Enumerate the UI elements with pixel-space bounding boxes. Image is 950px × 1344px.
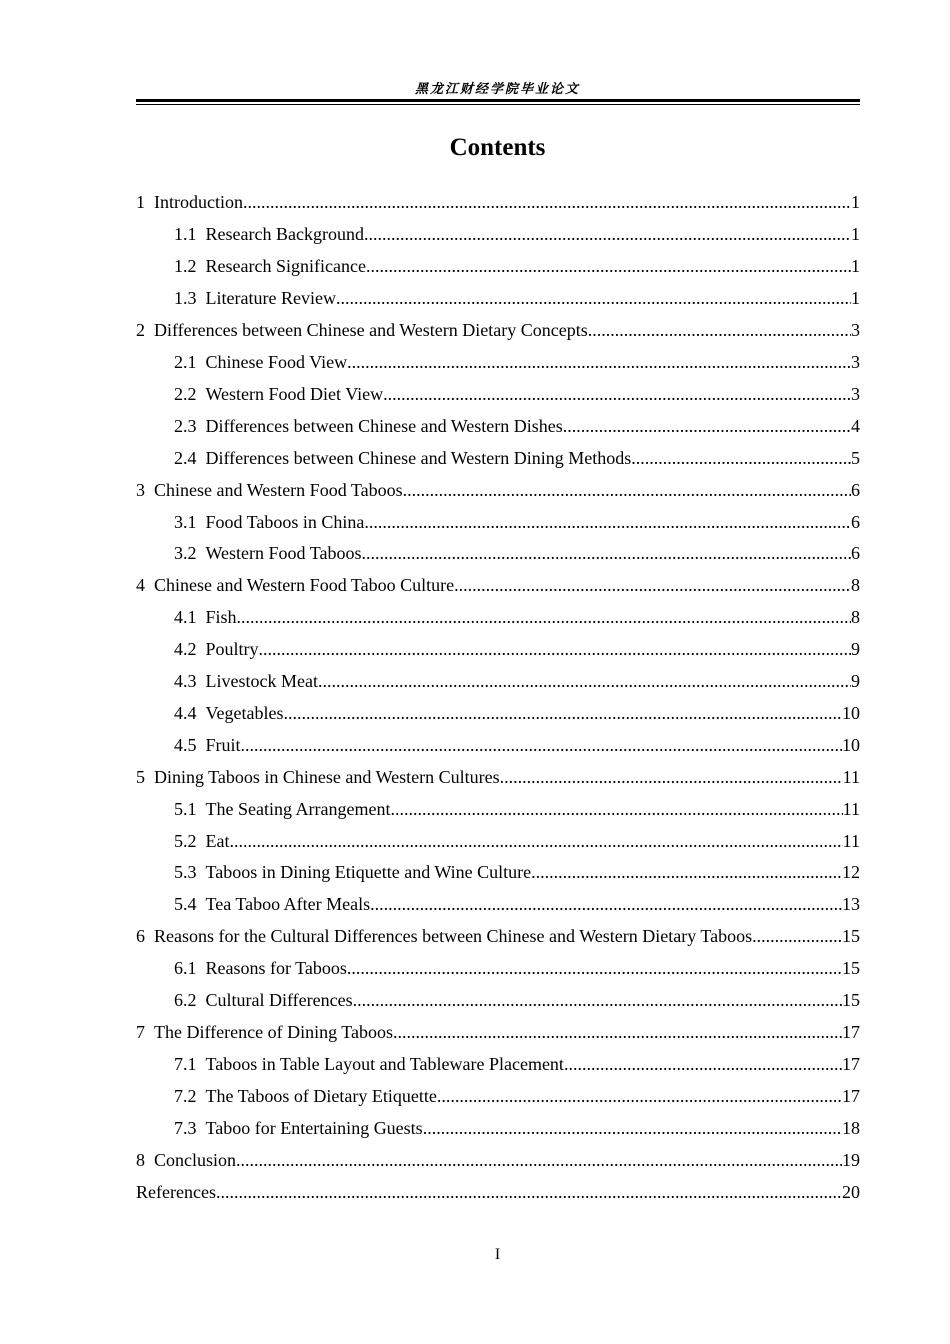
toc-dot-leader — [752, 926, 842, 947]
toc-dot-leader — [347, 958, 842, 979]
toc-entry-number: 2.4 — [174, 447, 197, 468]
toc-dot-leader — [347, 352, 851, 373]
toc-entry-title: Fruit — [205, 734, 241, 755]
toc-entry-number: 1.2 — [174, 256, 197, 277]
toc-entry-title: Vegetables — [205, 702, 284, 723]
toc-entry-number: 4.3 — [174, 671, 197, 692]
toc-entry-number: 5.1 — [174, 798, 197, 819]
toc-entry-number: 4 — [136, 575, 145, 596]
toc-dot-leader — [361, 543, 851, 564]
toc-entry-number: 2 — [136, 320, 145, 341]
toc-dot-leader — [531, 862, 842, 883]
toc-entry-page-number: 17 — [842, 1053, 860, 1074]
toc-entry-page-number: 6 — [851, 543, 860, 564]
toc-entry-title: Conclusion — [154, 1149, 237, 1170]
toc-entry-title: References — [136, 1181, 216, 1202]
toc-entry-page-number: 3 — [851, 320, 860, 341]
toc-entry-number: 7.1 — [174, 1053, 197, 1074]
toc-entry-number: 8 — [136, 1149, 145, 1170]
toc-entry-page-number: 6 — [851, 479, 860, 500]
toc-entry-page-number: 11 — [842, 766, 860, 787]
toc-dot-leader — [437, 1086, 842, 1107]
toc-entry[interactable] — [136, 1112, 860, 1144]
toc-entry[interactable] — [136, 283, 860, 315]
toc-entry-title: Food Taboos in China — [205, 511, 365, 532]
toc-entry-page-number: 1 — [851, 256, 860, 277]
toc-entry[interactable] — [136, 1176, 860, 1208]
toc-entry-page-number: 11 — [842, 798, 860, 819]
toc-dot-leader — [563, 416, 851, 437]
toc-entry-title: Differences between Chinese and Western Dishes — [205, 415, 563, 436]
toc-entry-page-number: 10 — [842, 702, 860, 723]
toc-dot-leader — [237, 607, 851, 628]
toc-entry-page-number: 10 — [842, 734, 860, 755]
toc-entry-title: Research Significance — [205, 256, 366, 277]
header-double-rule — [136, 99, 860, 105]
toc-dot-leader — [631, 448, 851, 469]
toc-entry-number: 2.3 — [174, 415, 197, 436]
toc-entry-title: Chinese Food View — [205, 351, 348, 372]
toc-entry[interactable] — [136, 1144, 860, 1176]
toc-entry-title: Dining Taboos in Chinese and Western Cultures — [154, 766, 500, 787]
toc-entry[interactable] — [136, 793, 860, 825]
toc-entry[interactable] — [136, 666, 860, 698]
toc-entry-page-number: 11 — [842, 830, 860, 851]
toc-entry-page-number: 20 — [842, 1181, 860, 1202]
toc-dot-leader — [230, 831, 843, 852]
toc-entry[interactable] — [136, 1048, 860, 1080]
toc-entry-number: 4.1 — [174, 607, 197, 628]
toc-entry-title: Differences between Chinese and Western Dietary Concepts — [154, 320, 588, 341]
toc-entry[interactable] — [136, 219, 860, 251]
toc-entry-title: Fish — [205, 607, 237, 628]
toc-dot-leader — [216, 1182, 842, 1203]
toc-entry-page-number: 15 — [842, 926, 860, 947]
toc-dot-leader — [390, 799, 842, 820]
toc-entry-title: The Taboos of Dietary Etiquette — [205, 1085, 437, 1106]
toc-entry[interactable] — [136, 921, 860, 953]
toc-entry[interactable] — [136, 953, 860, 985]
toc-entry[interactable] — [136, 729, 860, 761]
toc-entry[interactable] — [136, 378, 860, 410]
toc-entry-page-number: 15 — [842, 990, 860, 1011]
toc-dot-leader — [588, 320, 851, 341]
toc-entry-number: 7 — [136, 1022, 145, 1043]
toc-entry-number: 1.3 — [174, 288, 197, 309]
toc-entry-title: Poultry — [205, 639, 259, 660]
toc-entry[interactable] — [136, 251, 860, 283]
toc-entry-number: 4.2 — [174, 639, 197, 660]
toc-entry-title: Eat — [205, 830, 230, 851]
toc-entry-title: Literature Review — [205, 288, 336, 309]
toc-entry-number: 1.1 — [174, 224, 197, 245]
toc-entry-page-number: 6 — [851, 511, 860, 532]
toc-dot-leader — [370, 894, 842, 915]
toc-dot-leader — [318, 671, 851, 692]
toc-entry-number: 7.2 — [174, 1085, 197, 1106]
toc-dot-leader — [336, 288, 851, 309]
toc-entry[interactable] — [136, 634, 860, 666]
toc-dot-leader — [283, 703, 842, 724]
toc-entry-page-number: 9 — [851, 639, 860, 660]
running-header-title: 黑龙江财经学院毕业论文 — [414, 82, 580, 97]
toc-entry-title: Western Food Taboos — [205, 543, 362, 564]
toc-entry-number: 4.4 — [174, 702, 197, 723]
contents-heading: Contents — [449, 134, 546, 161]
toc-entry-title: Chinese and Western Food Taboo Culture — [154, 575, 455, 596]
toc-entry-number: 5.4 — [174, 894, 197, 915]
toc-entry-page-number: 9 — [851, 671, 860, 692]
toc-entry-title: Cultural Differences — [205, 990, 353, 1011]
toc-dot-leader — [236, 1150, 842, 1171]
toc-entry[interactable] — [136, 187, 860, 219]
toc-dot-leader — [403, 480, 851, 501]
toc-dot-leader — [364, 224, 851, 245]
toc-entry-title: Western Food Diet View — [205, 383, 384, 404]
toc-dot-leader — [500, 767, 843, 788]
toc-entry-title: Taboos in Table Layout and Tableware Placement — [205, 1053, 564, 1074]
toc-entry[interactable] — [136, 985, 860, 1017]
toc-dot-leader — [243, 192, 851, 213]
toc-dot-leader — [454, 575, 851, 596]
toc-entry-number: 6.2 — [174, 990, 197, 1011]
toc-entry-title: Introduction — [154, 192, 243, 213]
toc-entry[interactable] — [136, 315, 860, 347]
toc-entry-page-number: 19 — [842, 1149, 860, 1170]
toc-dot-leader — [393, 1022, 842, 1043]
toc-entry-page-number: 1 — [851, 224, 860, 245]
toc-dot-leader — [364, 512, 851, 533]
toc-entry[interactable] — [136, 474, 860, 506]
toc-entry-number: 6.1 — [174, 958, 197, 979]
toc-entry[interactable] — [136, 602, 860, 634]
toc-entry-page-number: 4 — [851, 415, 860, 436]
toc-entry[interactable] — [136, 570, 860, 602]
toc-entry[interactable] — [136, 347, 860, 379]
toc-dot-leader — [383, 384, 851, 405]
toc-entry-number: 3.1 — [174, 511, 197, 532]
toc-entry[interactable] — [136, 442, 860, 474]
toc-entry-title: The Difference of Dining Taboos — [154, 1022, 394, 1043]
toc-entry-title: Reasons for the Cultural Differences between Chinese and Western Dietary Taboos — [154, 926, 753, 947]
toc-entry-page-number: 3 — [851, 351, 860, 372]
toc-entry-page-number: 13 — [842, 894, 860, 915]
toc-entry-title: Taboos in Dining Etiquette and Wine Culture — [205, 862, 532, 883]
toc-entry[interactable] — [136, 761, 860, 793]
toc-entry-number: 3.2 — [174, 543, 197, 564]
toc-entry-title: Chinese and Western Food Taboos — [154, 479, 403, 500]
toc-entry-title: Tea Taboo After Meals — [205, 894, 371, 915]
toc-dot-leader — [259, 639, 851, 660]
toc-entry-number: 4.5 — [174, 734, 197, 755]
toc-entry-number: 2.1 — [174, 351, 197, 372]
table-of-contents — [136, 187, 860, 1208]
toc-entry[interactable] — [136, 506, 860, 538]
toc-entry-page-number: 15 — [842, 958, 860, 979]
toc-entry-title: The Seating Arrangement — [205, 798, 391, 819]
toc-entry[interactable] — [136, 825, 860, 857]
toc-entry-number: 5.3 — [174, 862, 197, 883]
toc-entry-number: 5.2 — [174, 830, 197, 851]
toc-dot-leader — [353, 990, 842, 1011]
toc-entry-number: 6 — [136, 926, 145, 947]
toc-dot-leader — [564, 1054, 842, 1075]
toc-entry-title: Taboo for Entertaining Guests — [205, 1117, 423, 1138]
toc-entry-number: 1 — [136, 192, 145, 213]
toc-dot-leader — [423, 1118, 842, 1139]
toc-entry-page-number: 17 — [842, 1022, 860, 1043]
toc-entry-title: Livestock Meat — [205, 671, 318, 692]
toc-entry-page-number: 12 — [842, 862, 860, 883]
toc-entry-title: Reasons for Taboos — [205, 958, 347, 979]
toc-entry[interactable] — [136, 889, 860, 921]
toc-entry-page-number: 1 — [851, 192, 860, 213]
toc-entry-page-number: 5 — [851, 447, 860, 468]
toc-entry[interactable] — [136, 410, 860, 442]
footer-page-number: I — [494, 1246, 501, 1263]
toc-entry[interactable] — [136, 1017, 860, 1049]
toc-dot-leader — [241, 735, 842, 756]
toc-entry-number: 3 — [136, 479, 145, 500]
toc-entry-page-number: 17 — [842, 1085, 860, 1106]
toc-dot-leader — [366, 256, 851, 277]
toc-entry-page-number: 8 — [851, 575, 860, 596]
toc-entry[interactable] — [136, 857, 860, 889]
toc-entry-number: 5 — [136, 766, 145, 787]
toc-entry-title: Differences between Chinese and Western Dining Methods — [205, 447, 632, 468]
toc-entry-page-number: 8 — [851, 607, 860, 628]
toc-entry-number: 2.2 — [174, 383, 197, 404]
toc-entry[interactable] — [136, 538, 860, 570]
toc-entry-number: 7.3 — [174, 1117, 197, 1138]
toc-entry-title: Research Background — [205, 224, 364, 245]
toc-entry-page-number: 1 — [851, 288, 860, 309]
toc-entry[interactable] — [136, 1080, 860, 1112]
toc-entry[interactable] — [136, 698, 860, 730]
toc-entry-page-number: 3 — [851, 383, 860, 404]
toc-entry-page-number: 18 — [842, 1117, 860, 1138]
